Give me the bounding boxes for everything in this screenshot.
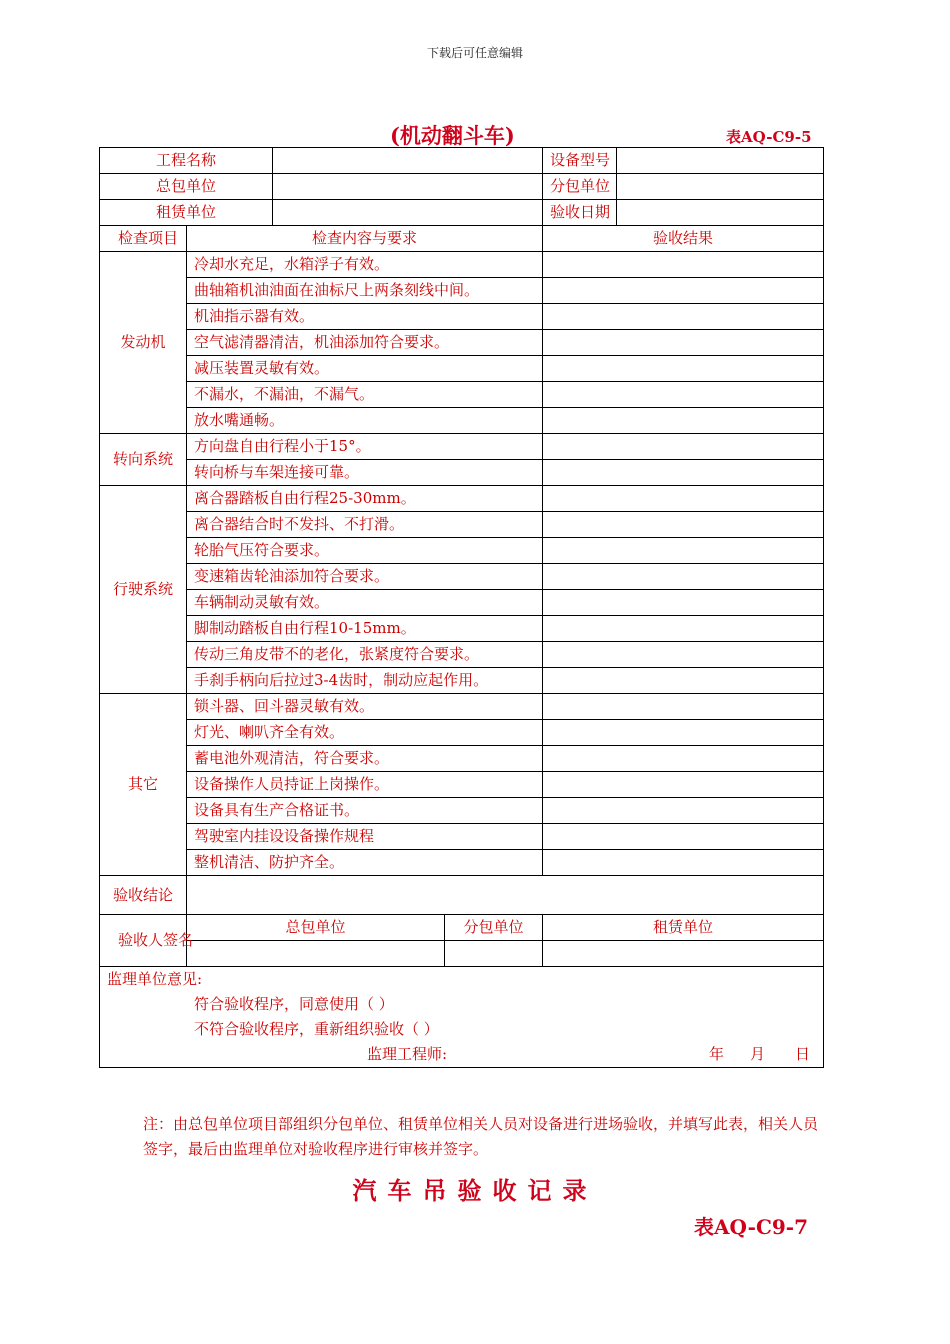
check-result-field[interactable] — [543, 694, 824, 720]
check-row — [100, 278, 824, 304]
check-result-field[interactable] — [543, 824, 824, 850]
form-title: (机动翻斗车) — [390, 123, 515, 148]
check-result-field[interactable] — [543, 408, 824, 434]
check-item-text: 锁斗器、回斗器灵敏有效。 — [187, 694, 543, 720]
subcontractor-field[interactable] — [617, 174, 824, 200]
page-header-note: 下载后可任意编辑 — [426, 46, 523, 60]
check-result-field[interactable] — [543, 850, 824, 876]
check-result-field[interactable] — [543, 772, 824, 798]
check-item-text: 灯光、喇叭齐全有效。 — [187, 720, 543, 746]
section-label: 其它 — [100, 694, 187, 876]
check-item-text: 离合器踏板自由行程25-30mm。 — [187, 486, 543, 512]
conclusion-label: 验收结论 — [100, 876, 187, 915]
check-result-field[interactable] — [543, 668, 824, 694]
date-year-label: 年 — [709, 1045, 725, 1063]
check-row — [100, 564, 824, 590]
check-row — [100, 850, 824, 876]
subcontractor-label: 分包单位 — [543, 174, 617, 200]
project-name-label: 工程名称 — [100, 148, 273, 174]
check-result-field[interactable] — [543, 252, 824, 278]
option-disagree[interactable]: 不符合验收程序，重新组织验收（ ） — [194, 1020, 439, 1038]
device-model-field[interactable] — [617, 148, 824, 174]
acceptance-date-label: 验收日期 — [543, 200, 617, 226]
info-row-lessor — [100, 200, 824, 226]
next-form-number: 表AQ-C9-7 — [694, 1215, 809, 1239]
check-item-text: 减压装置灵敏有效。 — [187, 356, 543, 382]
check-row — [100, 252, 824, 278]
check-row — [100, 304, 824, 330]
check-item-text: 变速箱齿轮油添加符合要求。 — [187, 564, 543, 590]
check-row — [100, 434, 824, 460]
check-row — [100, 408, 824, 434]
signature-header-row — [100, 915, 824, 941]
check-item-text: 轮胎气压符合要求。 — [187, 538, 543, 564]
check-row — [100, 746, 824, 772]
check-item-text: 驾驶室内挂设设备操作规程 — [187, 824, 543, 850]
check-result-field[interactable] — [543, 382, 824, 408]
general-contractor-field[interactable] — [273, 174, 543, 200]
check-item-text: 离合器结合时不发抖、不打滑。 — [187, 512, 543, 538]
column-header-row — [100, 226, 824, 252]
check-result-field[interactable] — [543, 486, 824, 512]
check-row — [100, 798, 824, 824]
check-result-field[interactable] — [543, 746, 824, 772]
info-row-project — [100, 148, 824, 174]
check-item-text: 设备操作人员持证上岗操作。 — [187, 772, 543, 798]
check-item-text: 放水嘴通畅。 — [187, 408, 543, 434]
check-row — [100, 486, 824, 512]
check-result-field[interactable] — [543, 512, 824, 538]
check-item-text: 手刹手柄向后拉过3-4齿时，制动应起作用。 — [187, 668, 543, 694]
signature-field-row — [100, 941, 824, 967]
check-item-text: 脚制动踏板自由行程10-15mm。 — [187, 616, 543, 642]
check-result-field[interactable] — [543, 642, 824, 668]
date-month-label: 月 — [750, 1045, 766, 1063]
section-label: 转向系统 — [100, 434, 187, 486]
check-result-field[interactable] — [543, 278, 824, 304]
next-form-title: 汽车吊验收记录 — [352, 1176, 598, 1205]
device-model-label: 设备型号 — [543, 148, 617, 174]
check-row — [100, 382, 824, 408]
signature-general-contractor-label: 总包单位 — [187, 915, 445, 941]
check-row — [100, 616, 824, 642]
acceptance-date-field[interactable] — [617, 200, 824, 226]
supervision-opinion-label: 监理单位意见: — [107, 970, 203, 988]
check-row — [100, 356, 824, 382]
check-row — [100, 720, 824, 746]
check-item-text: 不漏水，不漏油，不漏气。 — [187, 382, 543, 408]
check-row — [100, 824, 824, 850]
check-row — [100, 460, 824, 486]
lessor-field[interactable] — [273, 200, 543, 226]
option-agree[interactable]: 符合验收程序，同意使用（ ） — [194, 995, 394, 1013]
acceptance-table — [99, 147, 824, 1068]
check-row — [100, 772, 824, 798]
signature-lessor-field[interactable] — [543, 941, 824, 967]
check-result-field[interactable] — [543, 538, 824, 564]
check-result-field[interactable] — [543, 356, 824, 382]
check-result-field[interactable] — [543, 590, 824, 616]
check-result-field[interactable] — [543, 720, 824, 746]
signature-general-contractor-field[interactable] — [187, 941, 445, 967]
check-result-field[interactable] — [543, 304, 824, 330]
section-label: 发动机 — [100, 252, 187, 434]
check-result-field[interactable] — [543, 564, 824, 590]
check-item-text: 设备具有生产合格证书。 — [187, 798, 543, 824]
check-item-text: 转向桥与车架连接可靠。 — [187, 460, 543, 486]
check-row — [100, 330, 824, 356]
general-contractor-label: 总包单位 — [100, 174, 273, 200]
section-label: 行驶系统 — [100, 486, 187, 694]
check-item-text: 机油指示器有效。 — [187, 304, 543, 330]
check-row — [100, 668, 824, 694]
signature-subcontractor-label: 分包单位 — [445, 915, 543, 941]
signature-lessor-label: 租赁单位 — [543, 915, 824, 941]
check-row — [100, 642, 824, 668]
check-item-text: 整机清洁、防护齐全。 — [187, 850, 543, 876]
supervision-row — [100, 967, 824, 1068]
item-column-header: 检查项目 — [100, 226, 187, 252]
check-result-field[interactable] — [543, 434, 824, 460]
check-item-text: 传动三角皮带不的老化，张紧度符合要求。 — [187, 642, 543, 668]
content-column-header: 检查内容与要求 — [187, 226, 543, 252]
check-item-text: 车辆制动灵敏有效。 — [187, 590, 543, 616]
signature-subcontractor-field[interactable] — [445, 941, 543, 967]
info-row-contractor — [100, 174, 824, 200]
lessor-label: 租赁单位 — [100, 200, 273, 226]
check-item-text: 方向盘自由行程小于15°。 — [187, 434, 543, 460]
check-row — [100, 538, 824, 564]
check-result-field[interactable] — [543, 330, 824, 356]
project-name-field[interactable] — [273, 148, 543, 174]
form-number: 表AQ-C9-5 — [726, 128, 812, 146]
check-row — [100, 694, 824, 720]
signature-label: 验收人签名 — [100, 915, 187, 967]
check-result-field[interactable] — [543, 798, 824, 824]
check-row — [100, 590, 824, 616]
check-row — [100, 512, 824, 538]
conclusion-field[interactable] — [187, 876, 824, 915]
conclusion-row — [100, 876, 824, 915]
check-item-text: 曲轴箱机油油面在油标尺上两条刻线中间。 — [187, 278, 543, 304]
check-item-text: 空气滤清器清洁，机油添加符合要求。 — [187, 330, 543, 356]
result-column-header: 验收结果 — [543, 226, 824, 252]
supervision-engineer-label: 监理工程师: — [367, 1045, 448, 1063]
check-item-text: 冷却水充足，水箱浮子有效。 — [187, 252, 543, 278]
check-item-text: 蓄电池外观清洁，符合要求。 — [187, 746, 543, 772]
check-result-field[interactable] — [543, 616, 824, 642]
footnote: 注：由总包单位项目部组织分包单位、租赁单位相关人员对设备进行进场验收，并填写此表，相关人员签字，最后由监理单位对验收程序进行审核并签字。 — [143, 1115, 819, 1158]
date-day-label: 日 — [795, 1045, 811, 1063]
check-result-field[interactable] — [543, 460, 824, 486]
supervision-opinion-cell — [100, 967, 824, 1068]
